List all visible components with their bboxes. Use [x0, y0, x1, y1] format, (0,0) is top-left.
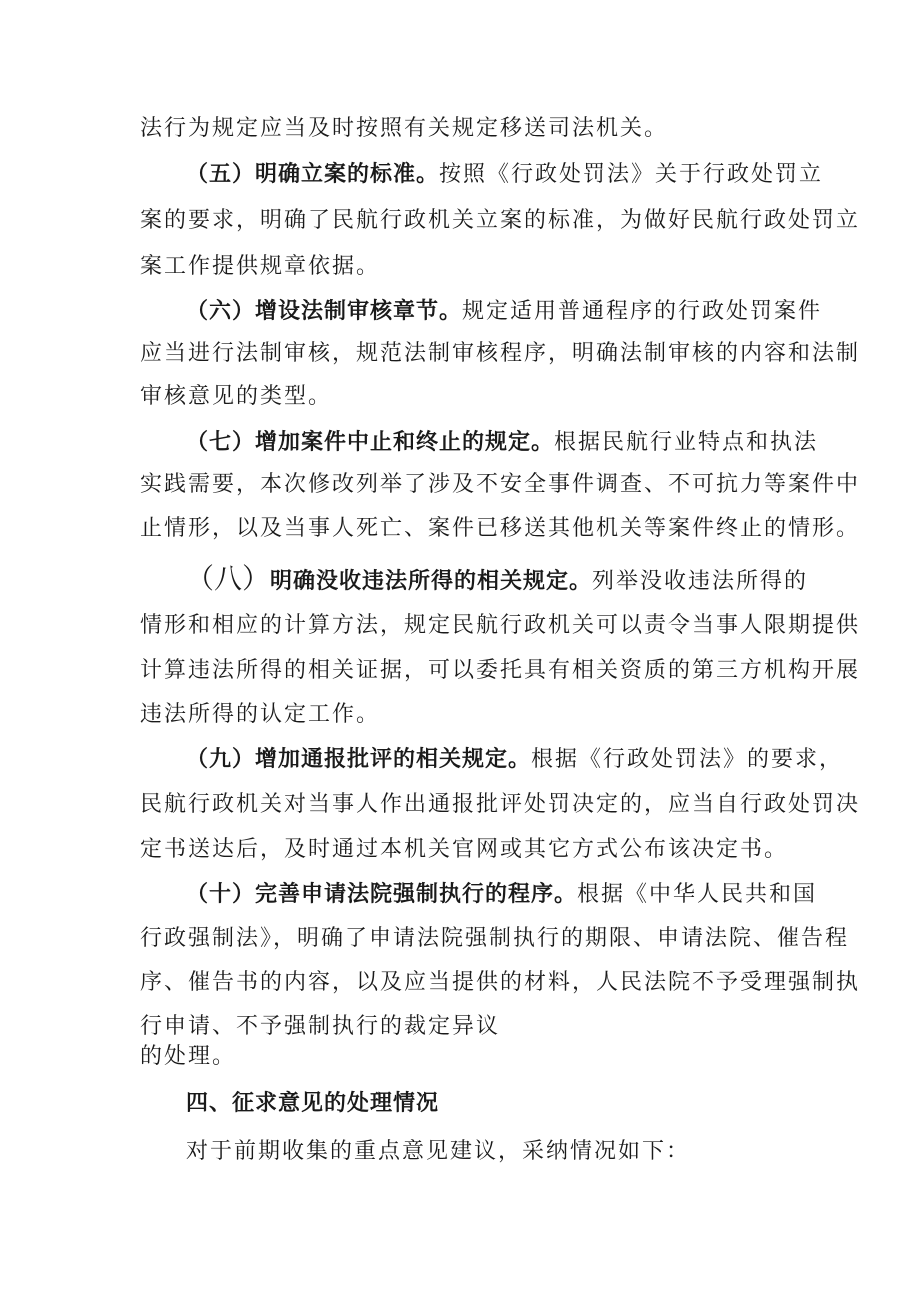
line-text: 按照《行政处罚法》关于行政处罚立 — [439, 162, 824, 187]
line-text: 行政强制法》，明确了申请法院强制执行的期限、申请法院、催告程 — [140, 926, 850, 951]
line-text: 违法所得的认定工作。 — [140, 702, 381, 727]
line-text: 情形和相应的计算方法，规定民航行政机关可以责令当事人限期提供 — [140, 613, 861, 638]
paragraph-line — [186, 880, 817, 910]
item-heading: （十）完善申请法院强制执行的程序。 — [186, 882, 578, 907]
line-text: 的处理。 — [140, 1044, 237, 1069]
paragraph-line — [140, 924, 849, 954]
line-text: 根据民航行业特点和执法 — [554, 430, 819, 455]
paragraph-line — [140, 206, 860, 236]
line-text: 应当进行法制审核，规范法制审核程序，明确法制审核的内容和法制 — [140, 341, 861, 366]
item-heading: （九）增加通报批评的相关规定。 — [186, 747, 532, 772]
paragraph-line — [186, 564, 808, 597]
line-text: 根据《行政处罚法》的要求， — [531, 747, 844, 772]
paragraph-line — [186, 297, 822, 327]
paragraph-line — [140, 382, 332, 412]
line-text: 根据《中华人民共和国 — [577, 882, 818, 907]
paragraph-line — [186, 428, 818, 458]
paragraph-line — [140, 339, 860, 369]
paragraph-line — [140, 700, 380, 730]
line-text: 审核意见的类型。 — [140, 384, 333, 409]
line-text: 案工作提供规章依据。 — [140, 254, 381, 279]
line-text: 计算违法所得的相关证据，可以委托具有相关资质的第三方机构开展 — [140, 658, 861, 683]
line-text: 列举没收违法所得的 — [592, 569, 809, 594]
paragraph-line — [186, 160, 823, 190]
line-text: 法行为规定应当及时按照有关规定移送司法机关。 — [140, 116, 669, 141]
paragraph-line — [186, 1137, 690, 1167]
line-text: 对于前期收集的重点意见建议，采纳情况如下： — [186, 1139, 691, 1164]
line-text: 案的要求，明确了民航行政机关立案的标准，为做好民航行政处罚立 — [140, 208, 861, 233]
line-text: 序、催告书的内容，以及应当提供的材料，人民法院不予受理强制执 — [140, 970, 861, 995]
item-heading: 明确没收违法所得的相关规定。 — [270, 569, 593, 594]
paragraph-line — [140, 514, 860, 544]
item-heading: （五）明确立案的标准。 — [186, 162, 440, 187]
item-heading: （七）增加案件中止和终止的规定。 — [186, 430, 555, 455]
line-text: 行申请、不予强制执行的裁定异议 — [140, 1014, 501, 1039]
line-text: 民航行政机关对当事人作出通报批评处罚决定的，应当自行政处罚决 — [140, 792, 861, 817]
paragraph-line — [140, 1012, 500, 1042]
item-number: （八） — [186, 562, 271, 595]
paragraph-line — [140, 835, 788, 865]
paragraph-line — [140, 1042, 236, 1072]
paragraph-line — [186, 745, 843, 775]
paragraph-line — [140, 611, 860, 641]
section-heading: 四、征求意见的处理情况 — [186, 1091, 440, 1116]
paragraph-line — [140, 968, 860, 998]
paragraph-line — [140, 252, 380, 282]
line-text: 规定适用普通程序的行政处罚案件 — [462, 299, 823, 324]
item-heading: （六）增设法制审核章节。 — [186, 299, 463, 324]
paragraph-line — [140, 790, 860, 820]
line-text: 止情形，以及当事人死亡、案件已移送其他机关等案件终止的情形。 — [140, 516, 861, 541]
paragraph-line — [140, 470, 860, 500]
paragraph-line — [140, 114, 668, 144]
line-text: 实践需要，本次修改列举了涉及不安全事件调查、不可抗力等案件中 — [140, 472, 861, 497]
line-text: 定书送达后，及时通过本机关官网或其它方式公布该决定书。 — [140, 837, 789, 862]
paragraph-line — [140, 656, 860, 686]
